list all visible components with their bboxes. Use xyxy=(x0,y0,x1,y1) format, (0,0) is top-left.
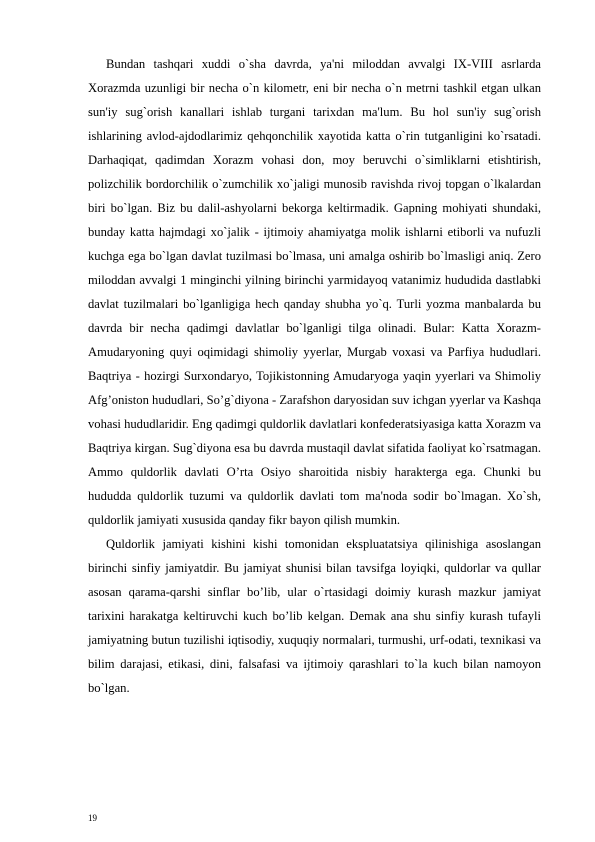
paragraph-2: Quldorlik jamiyati kishini kishi tomonidan ekspluatatsiya qilinishiga asoslangan birinchi sinfiy jamiyatdir. Bu jamiyat shunisi bilan tavsifga loyiqki, quldorlar va qullar asosan qarama-qarshi sinflar bo’lib, ular o`rtasidagi doimiy kurash mazkur jamiyat tarixini harakatga keltiruvchi kuch bo’lib kelgan. Demak ana shu sinfiy kurash tufayli jamiyatning butun tuzilishi iqtisodiy, xuquqiy normalari, turmushi, urf-odati, texnikasi va bilim darajasi, etikasi, dini, falsafasi va ijtimoiy qarashlari to`la kuch bilan namoyon bo`lgan. xyxy=(88,537,541,695)
document-page xyxy=(88,52,541,700)
page-number: 19 xyxy=(88,813,97,823)
paragraph-1: Bundan tashqari xuddi o`sha davrda, ya'ni miloddan avvalgi IX-VIII asrlarda Xorazmda uzunligi bir necha o`n kilometr, eni bir necha o`n metrni tashkil etgan ulkan sun'iy sug`orish kanallari ishlab turgani tarixdan ma'lum. Bu hol sun'iy sug`orish ishlarining avlod-ajdodlarimiz qehqonchilik xayotida katta o`rin tutganligini ko`rsatadi. Darhaqiqat, qadimdan Xorazm vohasi don, moy beruvchi o`simliklarni etishtirish, polizchilik bordorchilik o`zumchilik xo`jaligi munosib ravishda rivoj topgan o`lkalardan biri bo`lgan. Biz bu dalil-ashyolarni bekorga keltirmadik. Gapning mohiyati shundaki, bunday katta hajmdagi xo`jalik - ijtimoiy ahamiyatga molik ishlarni etiborli va nufuzli kuchga ega bo`lgan davlat tuzilmasi bo`lmasa, uni amalga oshirib bo`lmasligi aniq. Zero miloddan avvalgi 1 minginchi yilning birinchi yarmidayoq vatanimiz hududida dastlabki davlat tuzilmalari bo`lganligiga hech qanday shubha yo`q. Turli yozma manbalarda bu davrda bir necha qadimgi davlatlar bo`lganligi tilga olinadi. Bular: Katta Xorazm- Amudaryoning quyi oqimidagi shimoliy yyerlar, Murgab voxasi va Parfiya hududlari. Baqtriya - hozirgi Surxondaryo, Tojikistonning Amudaryoga yaqin yyerlari va Shimoliy Afg’oniston hududlari, So’g`diyona - Zarafshon daryosidan suv ichgan yyerlar va Kashqa vohasi hududlaridir. Eng qadimgi quldorlik davlatlari konfederatsiyasiga katta Xorazm va Baqtriya kirgan. Sug`diyona esa bu davrda mustaqil davlat sifatida faoliyat ko`rsatmagan. Ammo quldorlik davlati O’rta Osiyo sharoitida nisbiy harakterga ega. Chunki bu hududda quldorlik tuzumi va quldorlik davlati tom ma'noda sodir bo`lmagan. Xo`sh, quldorlik jamiyati xususida qanday fikr bayon qilish mumkin. xyxy=(88,57,541,527)
